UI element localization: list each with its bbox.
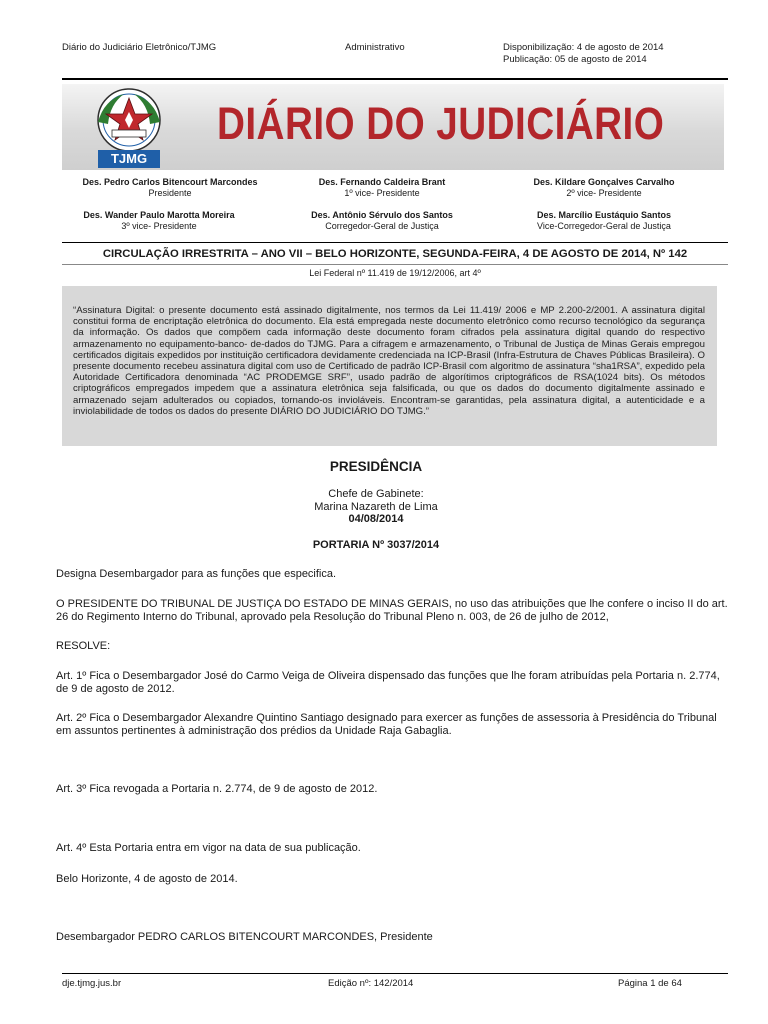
officer-name: Des. Pedro Carlos Bitencourt Marcondes	[82, 177, 258, 187]
officer-name: Des. Marcílio Eustáquio Santos	[536, 210, 672, 220]
officer-4	[49, 210, 269, 232]
officer-name: Des. Fernando Caldeira Brant	[318, 177, 446, 187]
portaria-date: 04/08/2014	[348, 513, 404, 525]
section-title: PRESIDÊNCIA	[329, 459, 423, 474]
circulation-line: CIRCULAÇÃO IRRESTRITA – ANO VII – BELO HORIZONTE, SEGUNDA-FEIRA, 4 DE AGOSTO DE 2014, Nº 142	[102, 248, 688, 260]
article-4: Art. 4º Esta Portaria entra em vigor na data de sua publicação.	[56, 842, 361, 854]
logo-text: TJMG	[110, 151, 148, 166]
officer-name: Des. Antônio Sérvulo dos Santos	[311, 210, 453, 220]
resolve-label: RESOLVE:	[56, 640, 111, 652]
preamble: O PRESIDENTE DO TRIBUNAL DE JUSTIÇA DO ESTADO DE MINAS GERAIS, no uso das atribuições que lhe confere o inciso II do art. 26 do Regimento Interno do Tribunal, aprovado pela Resolução do Tribunal Pleno n. 003, de 26 de julho de 2012,	[56, 598, 728, 623]
signatory: Desembargador PEDRO CARLOS BITENCOURT MARCONDES, Presidente	[56, 931, 433, 943]
header-divider	[62, 78, 728, 80]
article-3: Art. 3º Fica revogada a Portaria n. 2.774, de 9 de agosto de 2012.	[56, 783, 378, 795]
officer-role: Corregedor-Geral de Justiça	[325, 221, 439, 231]
officer-name: Des. Kildare Gonçalves Carvalho	[533, 177, 675, 187]
officer-role: 3º vice- Presidente	[121, 221, 197, 231]
portaria-summary: Designa Desembargador para as funções que especifica.	[56, 568, 337, 580]
circulation-bottom-rule	[62, 264, 728, 265]
officer-role: 1º vice- Presidente	[344, 188, 420, 198]
officer-6	[494, 210, 714, 232]
footer-edition: Edição nº: 142/2014	[328, 978, 414, 989]
footer-divider	[62, 973, 728, 974]
footer-page-number: Página 1 de 64	[618, 978, 682, 989]
officer-role: Vice-Corregedor-Geral de Justiça	[537, 221, 671, 231]
publication-date: Publicação: 05 de agosto de 2014	[503, 54, 647, 65]
officer-name: Des. Wander Paulo Marotta Moreira	[83, 210, 235, 220]
officer-1	[60, 177, 280, 199]
signature-notice-text: “Assinatura Digital: o presente documento está assinado digitalmente, nos termos da Lei 11.419/ 2006 e MP 2.200-2/2001. A assinatura digital constitui forma de encriptação eletrônica do documento. Ela está empregada neste documento eletrônico como recurso tecnológico da segurança da informação. Os dados que compõem cada informação deste documento foram cifrados pela assinatura digital quando do respectivo armazenamento no equipamento-banco- de-dados do TJMG. Para a cifragem e armazenamento, o Tribunal de Justiça de Minas Gerais empregou certificados digitais expedidos por instituição certificadora devidamente credenciada na ICP-Brasil (Infra-Estrutura de Chaves Públicas Brasileira). O presente documento recebeu assinatura digital com uso de Certificado de padrão ICP-Brasil com algoritmo de assinatura “sha1RSA”, expedido pela Autoridade Certificadora denominada “AC PRODEMGE SRF”, usado padrão de algorítimos criptográficos de RSA(1024 bits). Os métodos criptográficos empregados impedem que a assinatura eletrônica seja falsificada, ou que os dados do documento digitalmente assinado e armazenado sejam adulterados ou copiados, tornando-os invioláveis. Encontram-se garantidas, pela assinatura digital, a autenticidade e a inviolabilidade de todos os dados do presente DIÁRIO DO JUDICIÁRIO DO TJMG.”	[73, 305, 705, 417]
tjmg-logo	[74, 86, 184, 170]
availability-date: Disponibilização: 4 de agosto de 2014	[503, 42, 664, 53]
footer-site: dje.tjmg.jus.br	[62, 978, 122, 989]
law-reference: Lei Federal nº 11.419 de 19/12/2006, art 4º	[309, 268, 481, 278]
journal-name: Diário do Judiciário Eletrônico/TJMG	[62, 42, 217, 53]
masthead-title: DIÁRIO DO JUDICIÁRIO	[217, 98, 665, 149]
article-1: Art. 1º Fica o Desembargador José do Carmo Veiga de Oliveira dispensado das funções que lhe foram atribuídas pela Portaria n. 2.774, de 9 de agosto de 2012.	[56, 670, 720, 695]
officer-5	[272, 210, 492, 232]
officer-3	[494, 177, 714, 199]
chief-name: Marina Nazareth de Lima	[314, 501, 438, 513]
officer-2	[272, 177, 492, 199]
portaria-number: PORTARIA Nº 3037/2014	[312, 539, 440, 551]
article-2: Art. 2º Fica o Desembargador Alexandre Quintino Santiago designado para exercer as funções de assessoria à Presidência do Tribunal em assuntos pertinentes à administração dos prédios da Unidade Raja Gabaglia.	[56, 712, 717, 737]
section-label: Administrativo	[345, 42, 405, 53]
officer-role: 2º vice- Presidente	[566, 188, 642, 198]
place-date: Belo Horizonte, 4 de agosto de 2014.	[56, 873, 238, 885]
circulation-top-rule	[62, 242, 728, 243]
chief-label: Chefe de Gabinete:	[328, 488, 424, 500]
officer-role: Presidente	[148, 188, 192, 198]
